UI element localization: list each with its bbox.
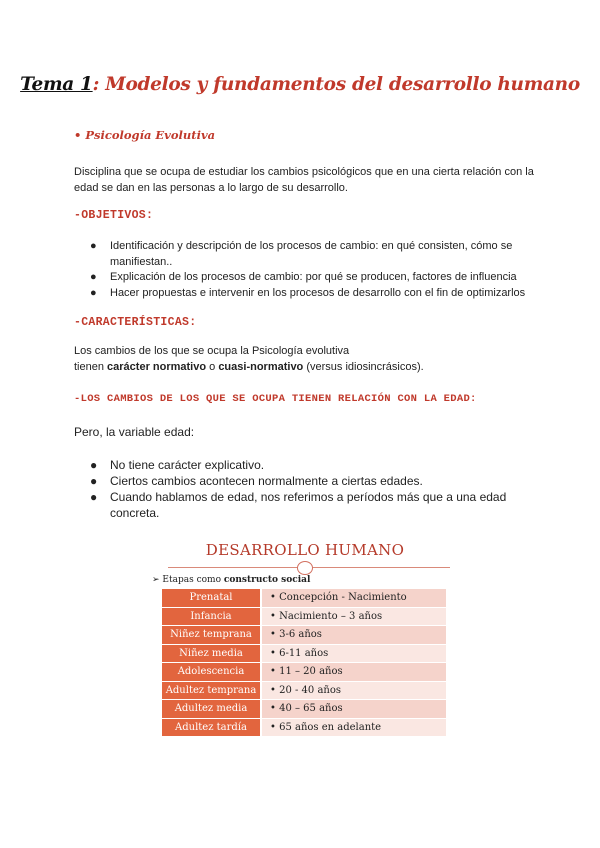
list-item: ● Cuando hablamos de edad, nos referimos a períodos más que a una edad concreta. bbox=[90, 490, 507, 520]
list-item: ● Identificación y descripción de los procesos de cambio: en qué consisten, cómo se manifiestan.. bbox=[90, 240, 513, 268]
stage-name: Adolescencia bbox=[162, 663, 262, 682]
stage-row bbox=[162, 589, 446, 608]
circle-ornament-icon bbox=[297, 561, 313, 575]
bullet-icon: ● bbox=[90, 240, 97, 252]
edad-intro: Pero, la variable edad: bbox=[74, 425, 195, 439]
caracteristicas-paragraph bbox=[74, 343, 534, 375]
edad-list bbox=[90, 457, 530, 521]
section-heading: • Psicología Evolutiva bbox=[74, 128, 216, 142]
title-rest: : Modelos y fundamentos del desarrollo humano bbox=[92, 74, 580, 95]
stage-range: • 40 – 65 años bbox=[262, 700, 446, 719]
bullet-icon: ● bbox=[90, 490, 98, 504]
stage-row bbox=[162, 645, 446, 664]
stage-row bbox=[162, 626, 446, 645]
stage-name: Niñez temprana bbox=[162, 626, 262, 645]
list-item: ● Ciertos cambios acontecen normalmente a ciertas edades. bbox=[90, 474, 423, 488]
stage-name: Niñez media bbox=[162, 645, 262, 664]
stage-range: • 6-11 años bbox=[262, 645, 446, 664]
caracteristicas-line1: Los cambios de los que se ocupa la Psicología evolutiva bbox=[74, 345, 350, 357]
stage-row bbox=[162, 700, 446, 719]
stage-name: Adultez tardía bbox=[162, 719, 262, 738]
bullet-icon: ● bbox=[90, 474, 98, 488]
bullet-icon: ● bbox=[90, 458, 98, 472]
stage-range: • 20 - 40 años bbox=[262, 682, 446, 701]
objetivos-list bbox=[90, 239, 538, 301]
stage-name: Adultez media bbox=[162, 700, 262, 719]
stage-range: • Concepción - Nacimiento bbox=[262, 589, 446, 608]
stage-range: • 11 – 20 años bbox=[262, 663, 446, 682]
stages-table bbox=[162, 589, 446, 737]
stage-name: Prenatal bbox=[162, 589, 262, 608]
stage-name: Infancia bbox=[162, 608, 262, 627]
definition-paragraph: Disciplina que se ocupa de estudiar los cambios psicológicos que en una cierta relación con la edad se dan en las personas a lo largo de su desarrollo. bbox=[74, 166, 534, 194]
stage-range: • Nacimiento – 3 años bbox=[262, 608, 446, 627]
list-item: ● No tiene carácter explicativo. bbox=[90, 458, 265, 472]
caracteristicas-heading: -CARACTERÍSTICAS: bbox=[74, 316, 197, 329]
stage-range: • 65 años en adelante bbox=[262, 719, 446, 738]
etapas-caption: ➢ Etapas como constructo social bbox=[152, 575, 311, 585]
page-title bbox=[0, 74, 600, 95]
bullet-icon: ● bbox=[90, 286, 97, 299]
list-item: ● Explicación de los procesos de cambio: por qué se producen, factores de influencia bbox=[90, 270, 538, 286]
stage-row bbox=[162, 608, 446, 627]
stage-row bbox=[162, 663, 446, 682]
list-item: ● Hacer propuestas e intervenir en los procesos de desarrollo con el fin de optimizarlos bbox=[90, 286, 538, 302]
stage-row bbox=[162, 719, 446, 738]
caracteristicas-line2: tienen carácter normativo o cuasi-normativo (versus idiosincrásicos). bbox=[74, 361, 424, 373]
stage-row bbox=[162, 682, 446, 701]
stage-range: • 3-6 años bbox=[262, 626, 446, 645]
bullet-icon: ● bbox=[90, 271, 97, 283]
arrow-bullet-icon: ➢ bbox=[152, 575, 160, 585]
edad-heading: -LOS CAMBIOS DE LOS QUE SE OCUPA TIENEN RELACIÓN CON LA EDAD: bbox=[74, 393, 477, 405]
title-tema: Tema 1 bbox=[20, 74, 93, 95]
stage-name: Adultez temprana bbox=[162, 682, 262, 701]
infographic-title: DESARROLLO HUMANO bbox=[205, 541, 405, 559]
objetivos-heading: -OBJETIVOS: bbox=[74, 209, 154, 222]
